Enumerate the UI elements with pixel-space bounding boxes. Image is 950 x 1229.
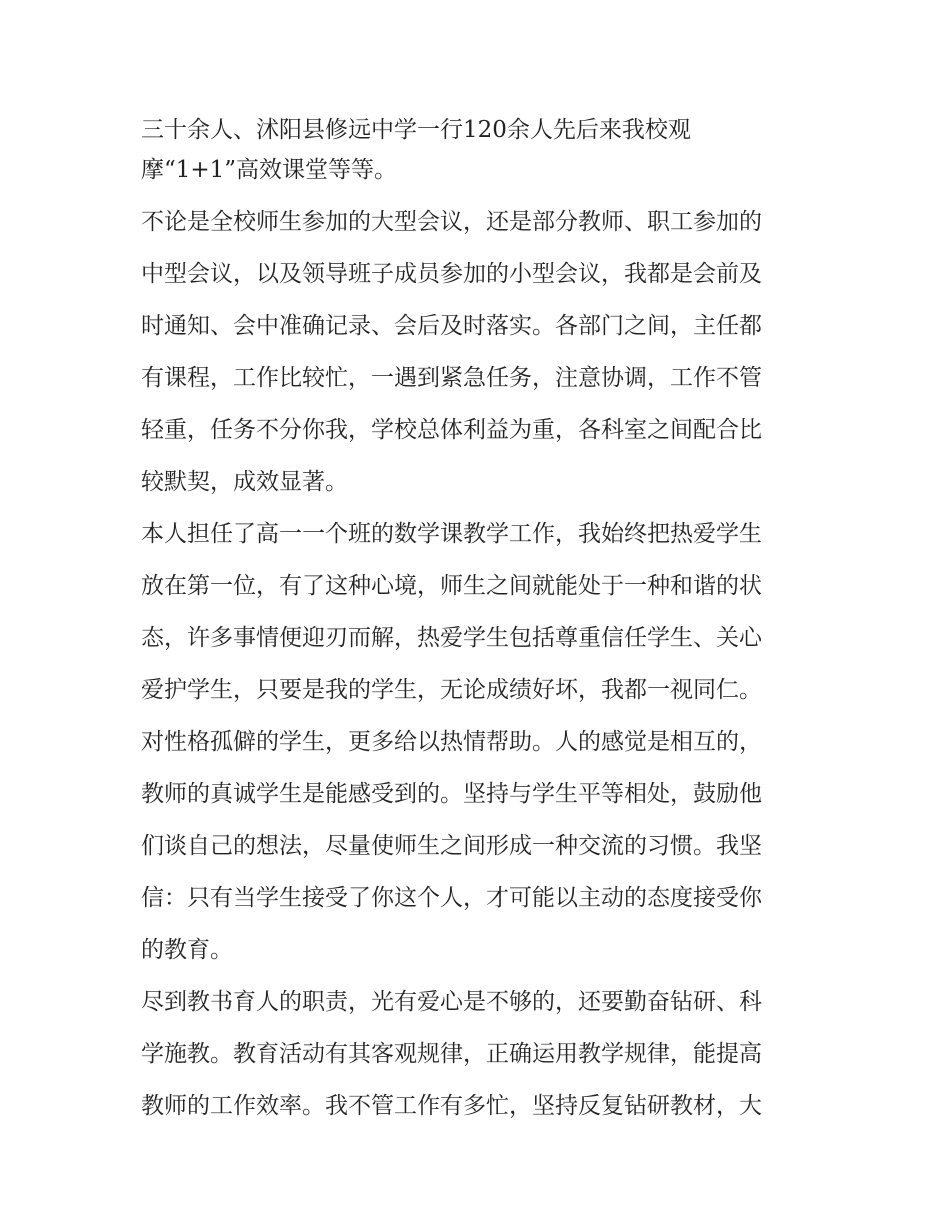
- text-line: 爱护学生，只要是我的学生，无论成绩好坏，我都一视同仁。: [141, 677, 762, 703]
- text-line: 放在第一位，有了这种心境，师生之间就能处于一种和谐的状: [141, 573, 762, 599]
- document-body: [141, 112, 821, 1140]
- text-line: 摩“1+1”高效课堂等等。: [141, 157, 398, 183]
- text-line: 的教育。: [141, 937, 233, 963]
- text-line: 有课程，工作比较忙，一遇到紧急任务，注意协调，工作不管: [141, 365, 762, 391]
- text-line: 时通知、会中准确记录、会后及时落实。各部门之间，主任都: [141, 313, 762, 339]
- text-line: 本人担任了高一一个班的数学课教学工作，我始终把热爱学生: [141, 521, 762, 547]
- text-line: 们谈自己的想法，尽量使师生之间形成一种交流的习惯。我坚: [141, 833, 762, 859]
- text-line: 学施教。教育活动有其客观规律，正确运用教学规律，能提高: [141, 1041, 762, 1067]
- text-line: 信：只有当学生接受了你这个人，才可能以主动的态度接受你: [141, 885, 762, 911]
- text-line: 不论是全校师生参加的大型会议，还是部分教师、职工参加的: [141, 209, 762, 235]
- text-line: 三十余人、沭阳县修远中学一行120余人先后来我校观: [141, 117, 691, 143]
- text-line: 尽到教书育人的职责，光有爱心是不够的，还要勤奋钻研、科: [141, 989, 762, 1015]
- text-line: 较默契，成效显著。: [141, 469, 348, 495]
- text-line: 教师的工作效率。我不管工作有多忙，坚持反复钻研教材，大: [141, 1093, 762, 1119]
- text-line: 对性格孤僻的学生，更多给以热情帮助。人的感觉是相互的，: [141, 729, 762, 755]
- text-line: 教师的真诚学生是能感受到的。坚持与学生平等相处，鼓励他: [141, 781, 762, 807]
- text-line: 态，许多事情便迎刃而解，热爱学生包括尊重信任学生、关心: [141, 625, 762, 651]
- text-line: 轻重，任务不分你我，学校总体利益为重，各科室之间配合比: [141, 417, 762, 443]
- text-line: 中型会议，以及领导班子成员参加的小型会议，我都是会前及: [141, 261, 762, 287]
